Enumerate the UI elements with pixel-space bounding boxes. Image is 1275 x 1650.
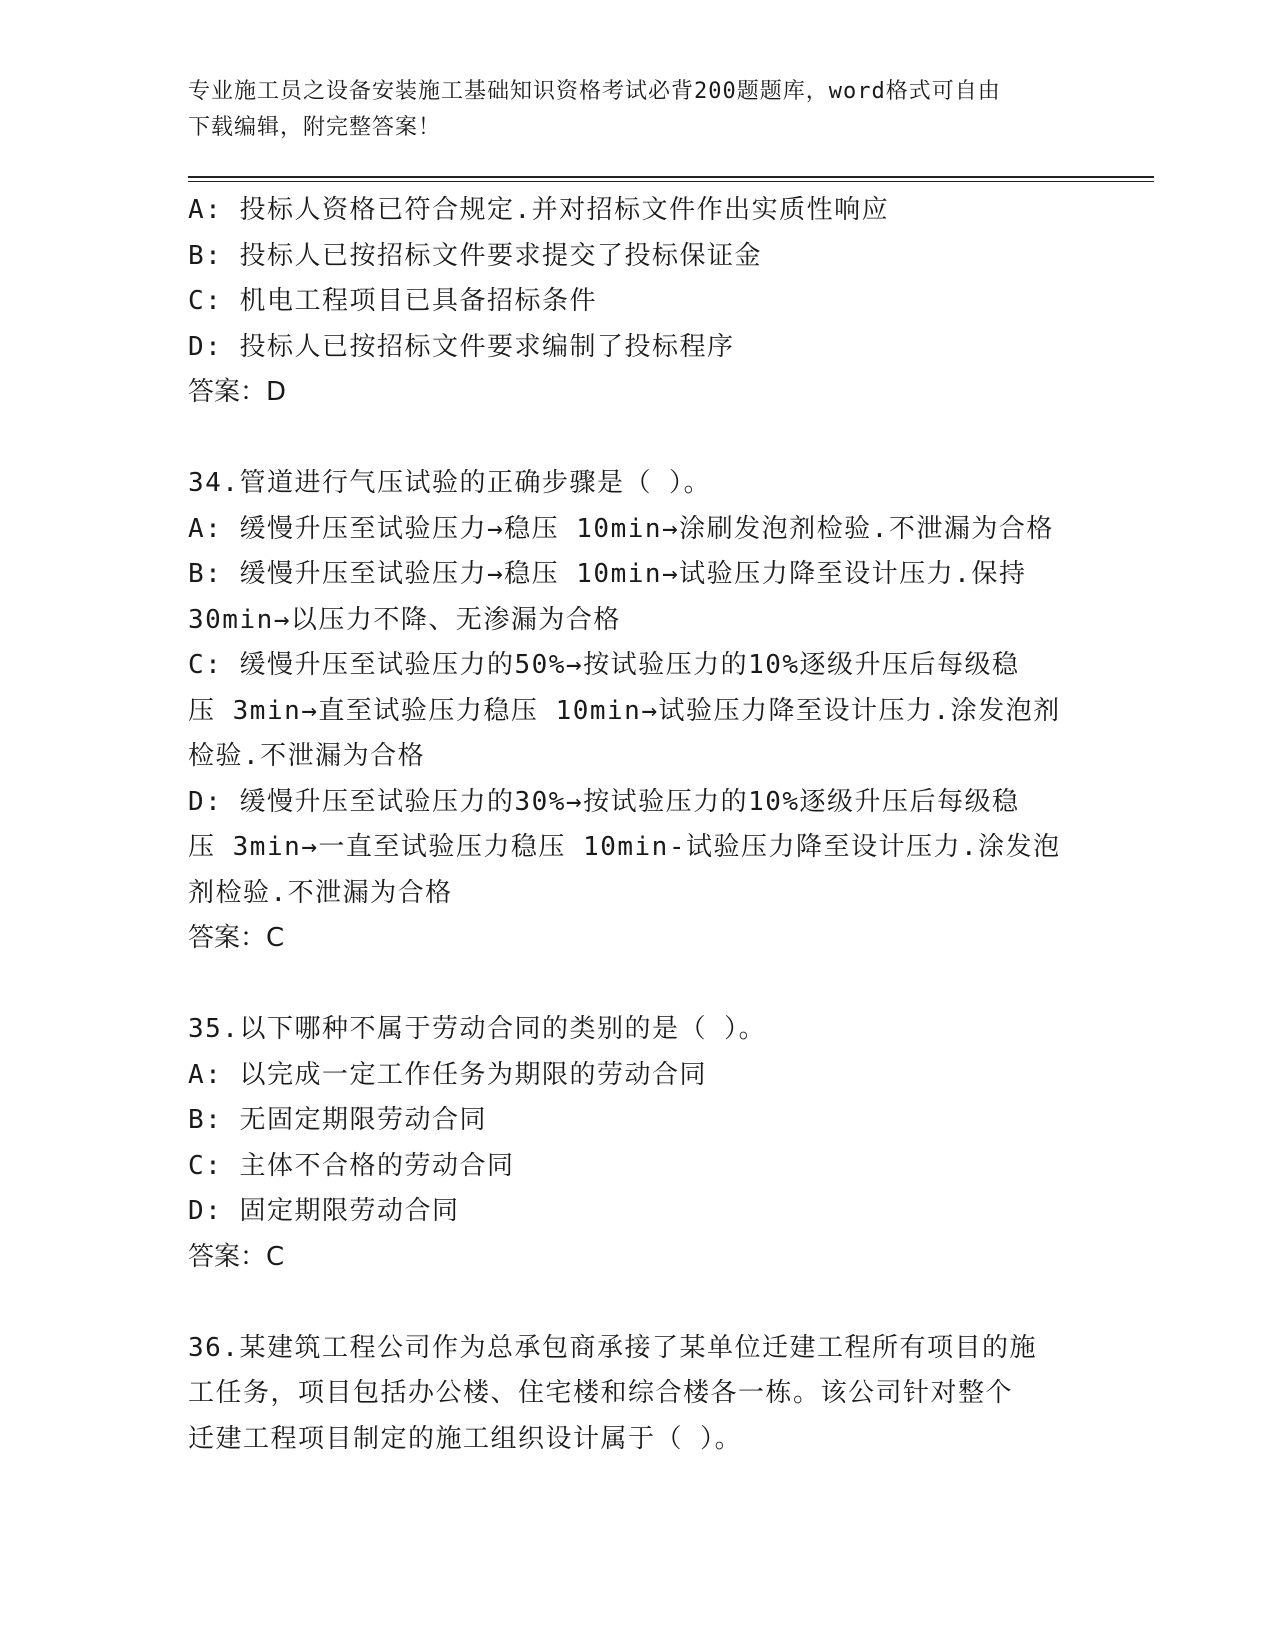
q34-option-c-line-3: 检验.不泄漏为合格 [188,741,426,771]
header-divider-thin [188,181,1154,182]
q34-option-a: A: 缓慢升压至试验压力→稳压 10min→涂刷发泡剂检验.不泄漏为合格 [188,513,1054,544]
q34-option-c-line-1: C: 缓慢升压至试验压力的50%→按试验压力的10%逐级升压后每级稳 [188,650,1020,680]
q35-option-c: C: 主体不合格的劳动合同 [188,1150,515,1181]
q34-question: 34.管道进行气压试验的正确步骤是（ ）。 [188,468,712,498]
header-title-line-2: 下载编辑，附完整答案！ [188,115,442,140]
q34-option-d-line-3: 剂检验.不泄漏为合格 [188,877,453,908]
q33-option-b: B: 投标人已按招标文件要求提交了投标保证金 [188,240,762,271]
question-33-block [188,188,1088,416]
header-title-line-1: 专业施工员之设备安装施工基础知识资格考试必背200题题库，word格式可自由 [188,79,1001,104]
spacer [188,1280,1088,1326]
q35-option-a: A: 以完成一定工作任务为期限的劳动合同 [188,1059,707,1090]
q34-answer: 答案：C [188,923,285,953]
q35-option-b: B: 无固定期限劳动合同 [188,1105,487,1135]
q34-option-b-line-2: 30min→以压力不降、无渗漏为合格 [188,604,621,635]
q35-answer: 答案：C [188,1241,285,1272]
q35-question: 35.以下哪种不属于劳动合同的类别的是（ ）。 [188,1014,767,1044]
document-header [188,74,1088,146]
header-divider-thick [188,176,1154,178]
q36-question-line-2: 工任务，项目包括办公楼、住宅楼和综合楼各一栋。该公司针对整个 [188,1378,1014,1408]
q33-answer: 答案：D [188,377,287,407]
q36-question-line-1: 36.某建筑工程公司作为总承包商承接了某单位迁建工程所有项目的施 [188,1332,1037,1363]
question-list [188,188,1088,1462]
q34-option-b-line-1: B: 缓慢升压至试验压力→稳压 10min→试验压力降至设计压力.保持 [188,559,1027,589]
q34-option-d-line-2: 压 3min→一直至试验压力稳压 10min-试验压力降至设计压力.涂发泡 [188,832,1061,862]
q34-option-c-line-2: 压 3min→直至试验压力稳压 10min→试验压力降至设计压力.涂发泡剂 [188,695,1061,726]
spacer [188,416,1088,462]
q33-option-c: C: 机电工程项目已具备招标条件 [188,286,597,316]
q34-option-d-line-1: D: 缓慢升压至试验压力的30%→按试验压力的10%逐级升压后每级稳 [188,786,1020,817]
q33-option-d: D: 投标人已按招标文件要求编制了投标程序 [188,331,735,362]
question-34-block [188,461,1088,962]
question-35-block [188,1007,1088,1280]
spacer [188,962,1088,1008]
question-36-block [188,1326,1088,1463]
q36-question-line-3: 迁建工程项目制定的施工组织设计属于（ ）。 [188,1423,743,1454]
q33-option-a: A: 投标人资格已符合规定.并对招标文件作出实质性响应 [188,195,890,225]
q35-option-d: D: 固定期限劳动合同 [188,1196,460,1226]
